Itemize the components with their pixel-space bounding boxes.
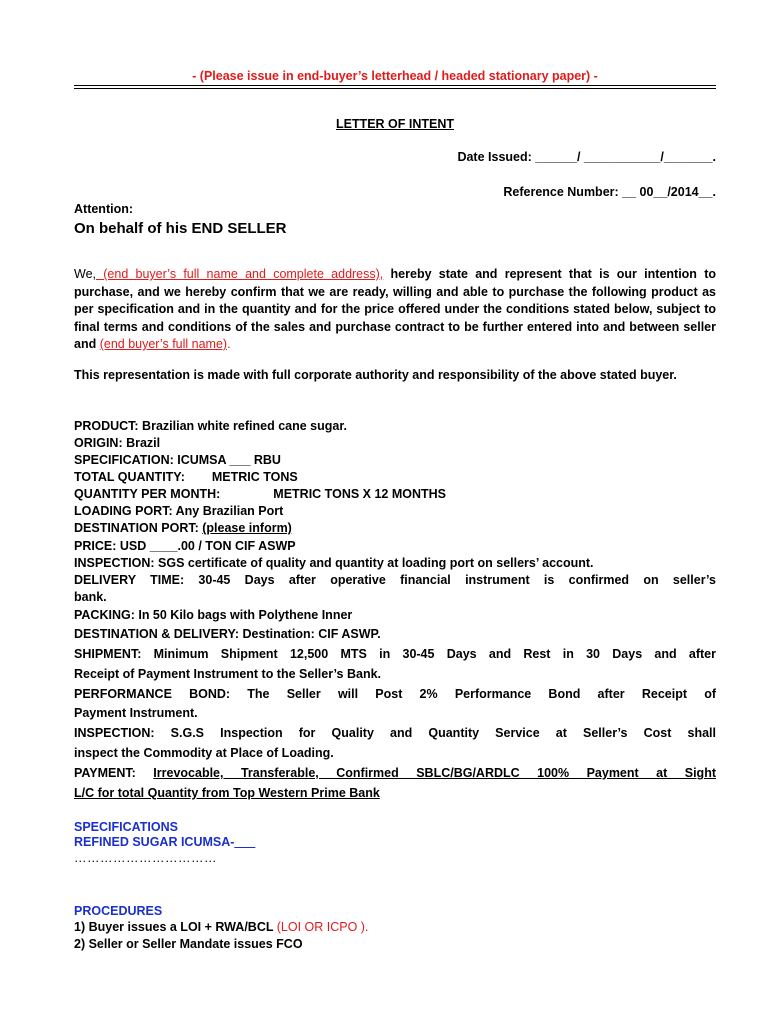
procedure-step-1 (74, 920, 368, 934)
refined-sugar-blank: ___ (234, 835, 256, 849)
procedure-step-1-note: (LOI OR ICPO ). (276, 920, 369, 934)
attention-label: Attention: (74, 202, 134, 216)
procedure-step-1-text: 1) Buyer issues a LOI + RWA/BCL (74, 920, 277, 934)
reference-number: Reference Number: __ 00__/2014__. (503, 185, 716, 199)
total-quantity-value: METRIC TONS (211, 470, 298, 484)
term-specification: SPECIFICATION: ICUMSA ___ RBU (74, 453, 281, 467)
buyer-full-name-placeholder: (end buyer’s full name) (99, 337, 228, 351)
destination-port-value: (please inform) (202, 521, 292, 535)
refined-sugar-label: REFINED SUGAR ICUMSA- (74, 835, 235, 849)
payment-value-line1: Irrevocable, Transferable, Confirmed SBLC/BG/ARDLC 100% Payment at Sight (153, 766, 716, 780)
term-quantity-per-month (74, 487, 446, 501)
term-packing: PACKING: In 50 Kilo bags with Polythene Inner (74, 608, 353, 622)
term-loading-port: LOADING PORT: Any Brazilian Port (74, 504, 284, 518)
date-issued: Date Issued: ______/ ___________/_______. (457, 150, 716, 164)
procedures-heading: PROCEDURES (74, 904, 163, 918)
term-shipment-line2: Receipt of Payment Instrument to the Seller’s Bank. (74, 667, 382, 681)
term-origin: ORIGIN: Brazil (74, 436, 161, 450)
representation-paragraph: This representation is made with full corporate authority and responsibility of the above stated buyer. (74, 368, 677, 382)
term-performance-bond-line1: PERFORMANCE BOND: The Seller will Post 2% Performance Bond after Receipt of (74, 687, 716, 701)
total-quantity-label: TOTAL QUANTITY: (74, 470, 185, 484)
procedure-step-2: 2) Seller or Seller Mandate issues FCO (74, 937, 303, 951)
payment-label: PAYMENT: (74, 766, 154, 780)
term-inspection-sgs: INSPECTION: SGS certificate of quality and quantity at loading port on sellers’ account. (74, 556, 594, 570)
term-payment-line1 (74, 766, 716, 780)
term-delivery-time-line2: bank. (74, 590, 107, 604)
specifications-dots: …………………………… (74, 851, 217, 865)
intro-statement: hereby state and represent that is our intention to purchase, and we hereby confirm that we are ready, willing and able to purchase the following product as per specification and in the quantity and for the price offered under the conditions stated below, subject to final terms and conditions of the sales and purchase contract to be further entered into and between seller and (74, 267, 716, 351)
header-rule-bottom (74, 88, 716, 89)
refined-sugar-icumsa (74, 835, 255, 849)
term-inspection-line1: INSPECTION: S.G.S Inspection for Quality and Quantity Service at Seller’s Cost shall (74, 726, 716, 740)
document-title: LETTER OF INTENT (335, 117, 455, 131)
letterhead-note: - (Please issue in end-buyer’s letterhead / headed stationary paper) - (192, 69, 598, 83)
on-behalf-heading: On behalf of his END SELLER (74, 220, 287, 237)
quantity-month-label: QUANTITY PER MONTH: (74, 487, 221, 501)
term-shipment-line1: SHIPMENT: Minimum Shipment 12,500 MTS in 30-45 Days and Rest in 30 Days and after (74, 647, 716, 661)
term-price: PRICE: USD ____.00 / TON CIF ASWP (74, 539, 296, 553)
buyer-name-address-placeholder: (end buyer’s full name and complete address), (96, 267, 384, 281)
header-rule-top (74, 85, 716, 86)
term-destination-port (74, 521, 292, 535)
intro-we: We, (74, 267, 96, 281)
term-destination-delivery: DESTINATION & DELIVERY: Destination: CIF ASWP. (74, 627, 381, 641)
term-delivery-time-line1: DELIVERY TIME: 30-45 Days after operative financial instrument is confirmed on seller’s (74, 573, 716, 587)
specifications-heading: SPECIFICATIONS (74, 820, 178, 834)
intro-paragraph (74, 266, 716, 354)
destination-port-label: DESTINATION PORT: (74, 521, 203, 535)
term-product: PRODUCT: Brazilian white refined cane sugar. (74, 419, 347, 433)
term-total-quantity (74, 470, 298, 484)
intro-end: . (227, 337, 231, 351)
term-inspection-line2: inspect the Commodity at Place of Loading. (74, 746, 334, 760)
term-performance-bond-line2: Payment Instrument. (74, 706, 198, 720)
quantity-month-value: METRIC TONS X 12 MONTHS (273, 487, 447, 501)
term-payment-line2: L/C for total Quantity from Top Western Prime Bank (74, 786, 380, 800)
